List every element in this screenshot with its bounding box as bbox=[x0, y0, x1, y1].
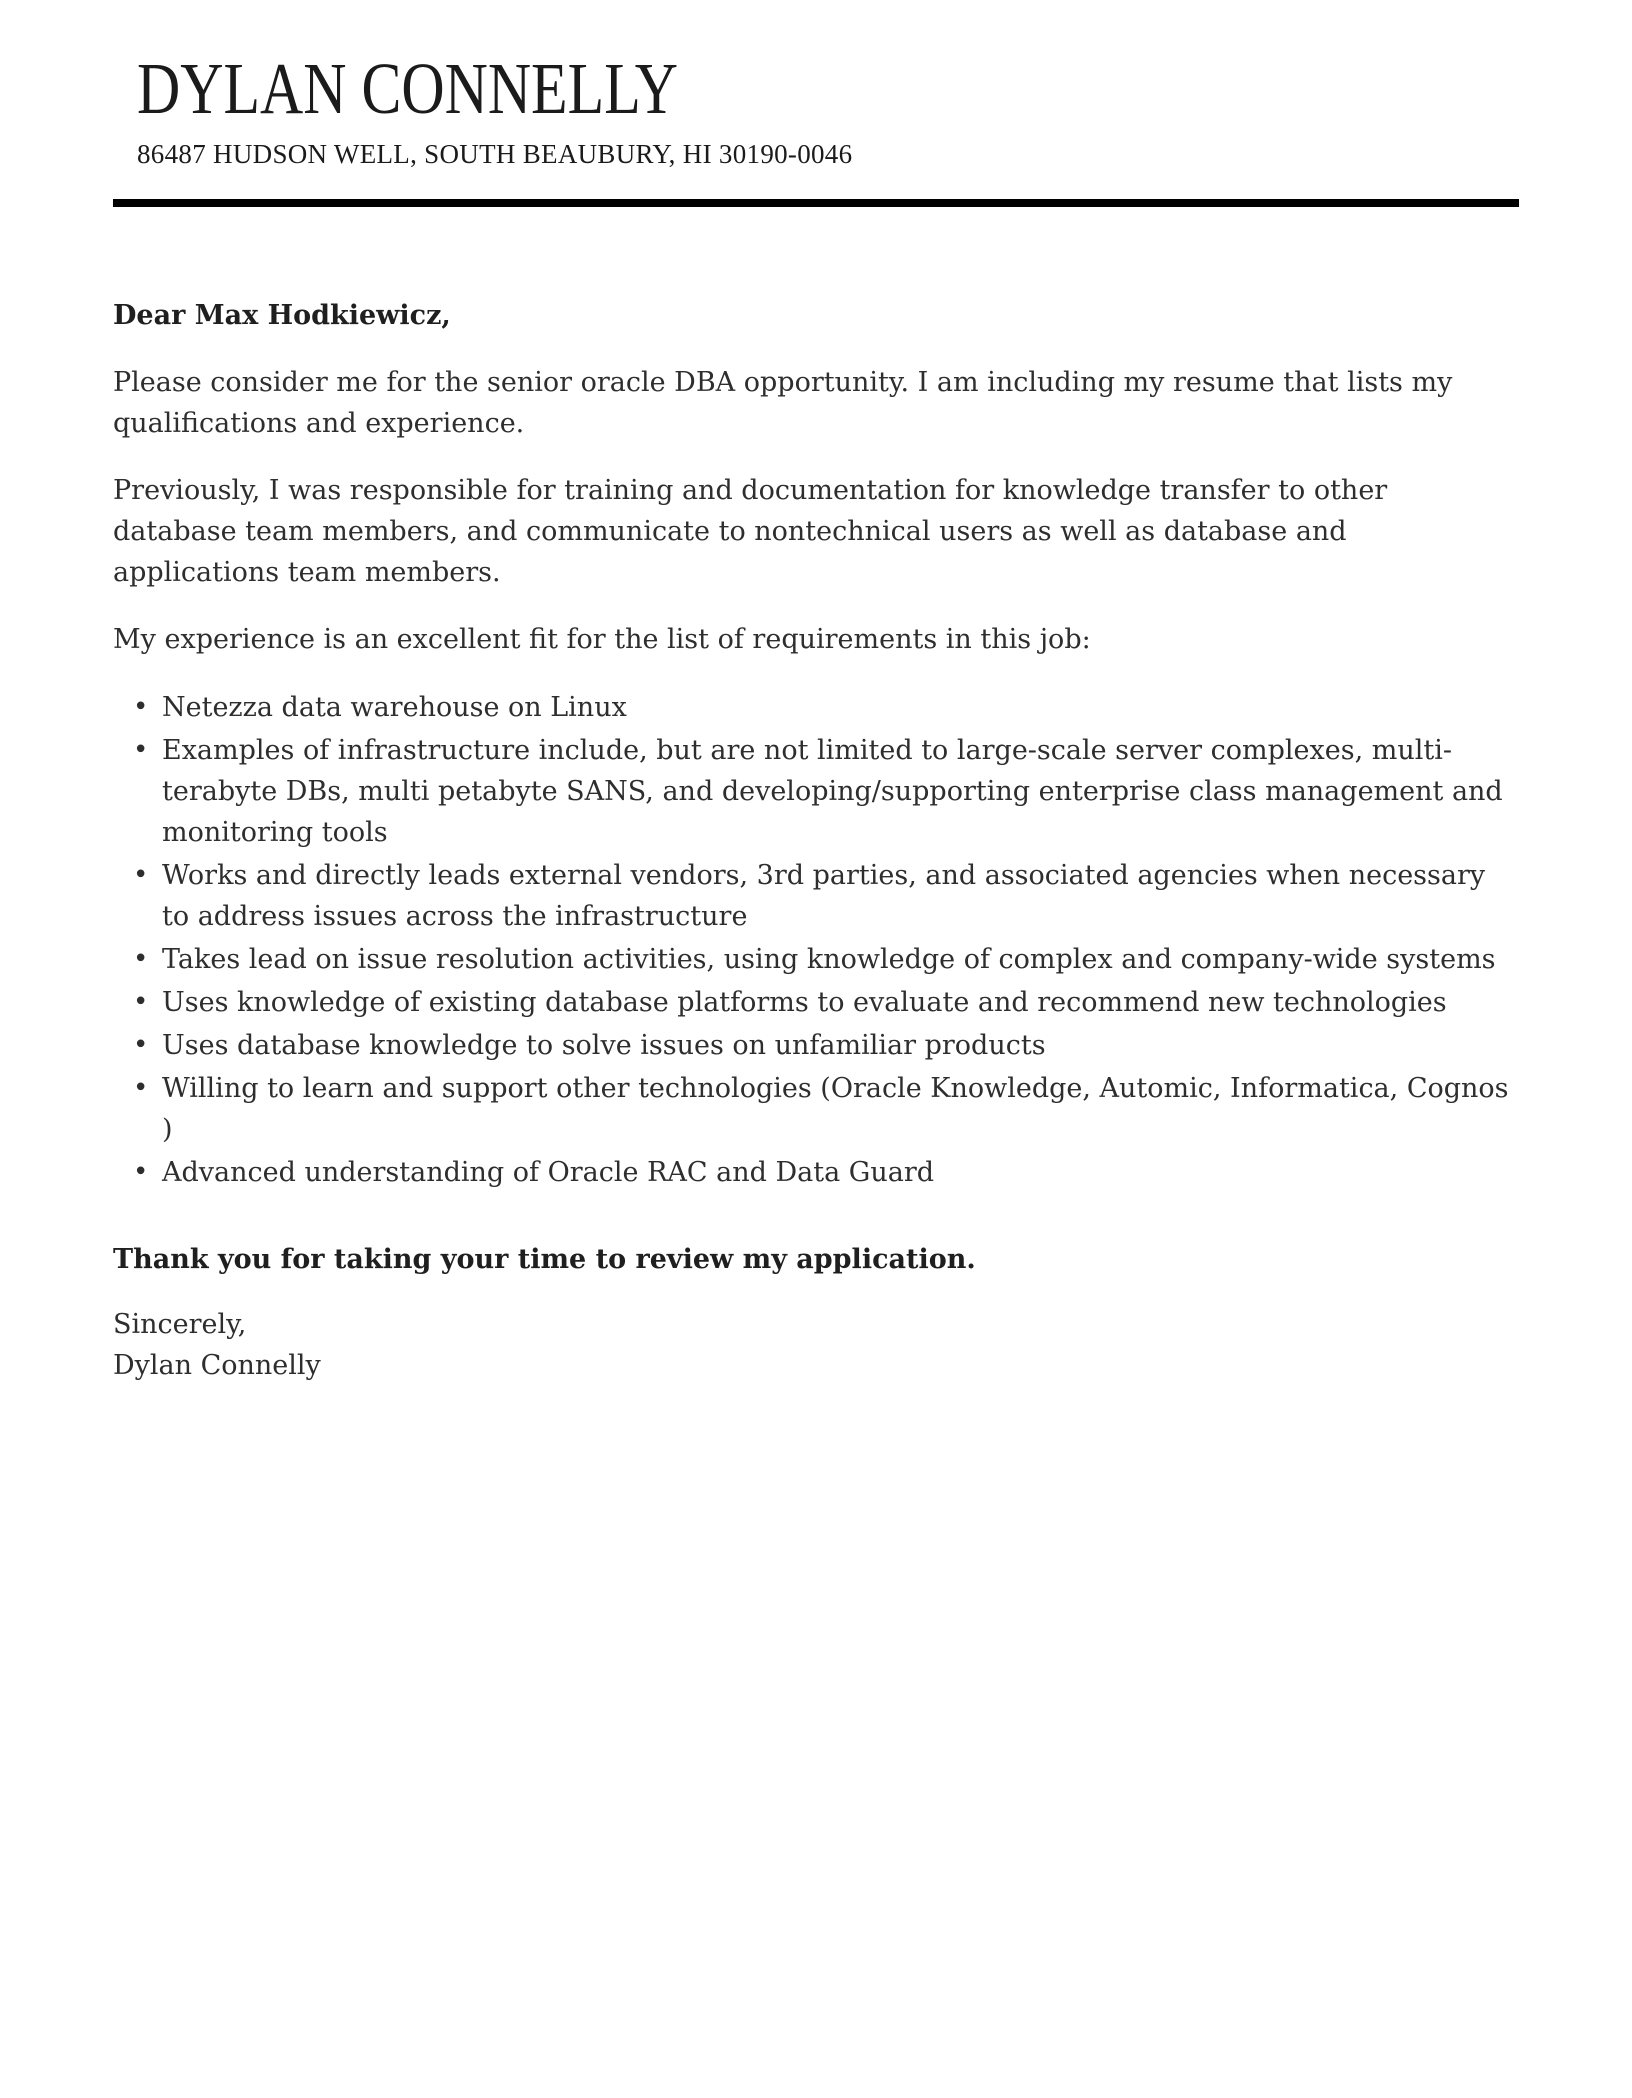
list-item bbox=[113, 855, 1519, 937]
list-item-text: Works and directly leads external vendors, 3rd parties, and associated agencies when necessary to address issues across the infrastructure bbox=[162, 860, 1486, 932]
bullet-icon: • bbox=[133, 987, 149, 1017]
paragraph-experience: Previously, I was responsible for training and documentation for knowledge transfer to other database team members, and communicate to nontechnical users as well as database and applications team members. bbox=[113, 475, 1388, 588]
signature: Dylan Connelly bbox=[113, 1350, 321, 1381]
bullet-icon: • bbox=[133, 1073, 149, 1103]
sender-address: 86487 HUDSON WELL, SOUTH BEAUBURY, HI 30190-0046 bbox=[137, 139, 853, 169]
list-item-text: Netezza data warehouse on Linux bbox=[162, 692, 627, 723]
closing-block bbox=[113, 1304, 1519, 1386]
requirements-list bbox=[113, 687, 1519, 1193]
list-item-text: Willing to learn and support other technologies (Oracle Knowledge, Automic, Informatica, Cognos ) bbox=[162, 1073, 1509, 1145]
list-item-text: Examples of infrastructure include, but are not limited to large-scale server complexes, multi-terabyte DBs, multi petabyte SANS, and developing/supporting enterprise class management and monitoring tools bbox=[162, 735, 1503, 848]
bullet-icon: • bbox=[133, 735, 149, 765]
list-item-text: Takes lead on issue resolution activities, using knowledge of complex and company-wide systems bbox=[162, 944, 1496, 975]
list-item bbox=[113, 730, 1519, 853]
paragraph-intro: Please consider me for the senior oracle DBA opportunity. I am including my resume that lists my qualifications and experience. bbox=[113, 367, 1453, 439]
sender-name bbox=[137, 50, 1519, 128]
paragraph-fit: My experience is an excellent fit for the list of requirements in this job: bbox=[113, 624, 1091, 655]
list-item-text: Uses knowledge of existing database platforms to evaluate and recommend new technologies bbox=[162, 987, 1447, 1018]
list-item bbox=[113, 687, 1519, 728]
list-item bbox=[113, 939, 1519, 980]
thanks-line: Thank you for taking your time to review my application. bbox=[113, 1244, 976, 1275]
sender-name-text: DYLAN CONNELLY bbox=[137, 48, 678, 129]
bullet-icon: • bbox=[133, 1030, 149, 1060]
list-item bbox=[113, 982, 1519, 1023]
list-item bbox=[113, 1025, 1519, 1066]
bullet-icon: • bbox=[133, 1157, 149, 1187]
list-item-text: Advanced understanding of Oracle RAC and Data Guard bbox=[162, 1157, 935, 1188]
bullet-icon: • bbox=[133, 860, 149, 890]
greeting: Dear Max Hodkiewicz, bbox=[113, 300, 451, 331]
list-item bbox=[113, 1068, 1519, 1150]
list-item-text: Uses database knowledge to solve issues on unfamiliar products bbox=[162, 1030, 1046, 1061]
bullet-icon: • bbox=[133, 692, 149, 722]
letter-header bbox=[113, 50, 1519, 171]
bullet-icon: • bbox=[133, 944, 149, 974]
closing: Sincerely, bbox=[113, 1309, 247, 1340]
list-item bbox=[113, 1152, 1519, 1193]
header-divider-rule bbox=[113, 199, 1519, 207]
